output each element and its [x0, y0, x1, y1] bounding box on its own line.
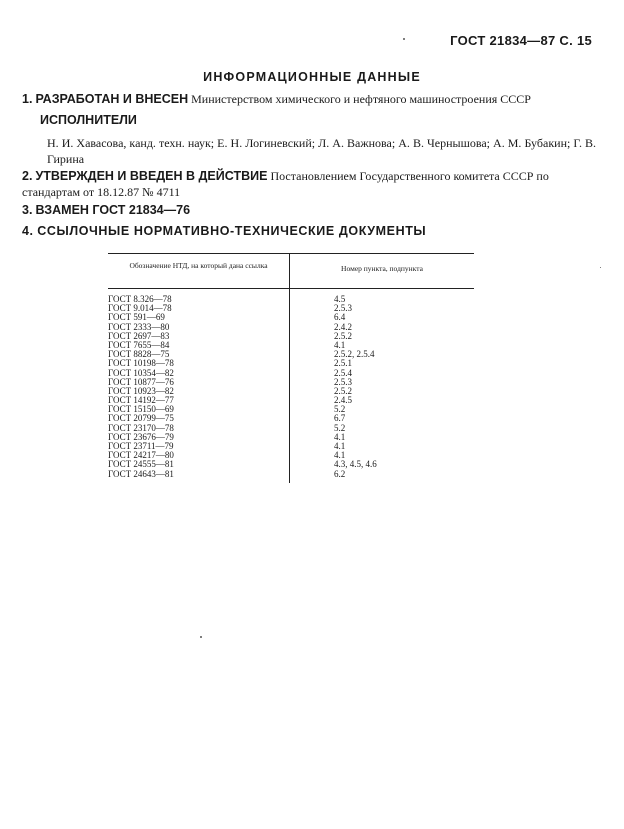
table-cell-doc: ГОСТ 10198—78 [108, 358, 174, 369]
table-cell-doc: ГОСТ 24643—81 [108, 468, 174, 479]
table-cell-doc: ГОСТ 2333—80 [108, 321, 170, 332]
document-title: ИНФОРМАЦИОННЫЕ ДАННЫЕ [203, 70, 421, 84]
section-2-heading: УТВЕРЖДЕН И ВВЕДЕН В ДЕЙСТВИЕ [35, 169, 268, 183]
table-cell-item: 4.3, 4.5, 4.6 [334, 459, 377, 470]
table-cell-doc: ГОСТ 20799—75 [108, 413, 174, 424]
table-cell-doc: ГОСТ 7655—84 [108, 339, 170, 350]
table-cell-item: 2.4.5 [334, 395, 352, 406]
section-1-number: 1. [22, 92, 33, 106]
table-cell-doc: ГОСТ 23711—79 [108, 441, 174, 451]
table-cell-doc: ГОСТ 9.014—78 [108, 303, 172, 314]
section-2-text: Постановлением Государственного комитета СССР по стандартам от 18.12.87 № 4711 [22, 169, 549, 199]
table-cell-doc: ГОСТ 2697—83 [108, 330, 170, 341]
section-4 [22, 223, 594, 239]
table-cell-doc: ГОСТ 24217—80 [108, 450, 174, 461]
table-cell-item: 4.1 [334, 339, 346, 350]
table-cell-doc: ГОСТ 23676—79 [108, 431, 174, 442]
table-body [108, 289, 474, 483]
table-cell-item: 5.2 [334, 404, 346, 415]
table-cell-doc: ГОСТ 8.326—78 [108, 294, 172, 304]
section-4-number: 4. [22, 224, 34, 238]
table-cell-doc: ГОСТ 591—69 [108, 312, 165, 323]
section-1-text: Министерством химического и нефтяного машиностроения СССР [191, 92, 531, 106]
scan-speck [403, 38, 405, 40]
table-cell-item: 2.5.4 [334, 367, 352, 378]
table-cell-item: 2.5.2, 2.5.4 [334, 349, 375, 360]
table-cell-doc: ГОСТ 23170—78 [108, 422, 174, 433]
table-cell-item: 6.7 [334, 413, 346, 424]
table-cell-doc: ГОСТ 24555—81 [108, 459, 174, 470]
section-2-number: 2. [22, 169, 33, 183]
table-cell-doc: ГОСТ 15150—69 [108, 404, 174, 415]
section-1 [22, 91, 594, 107]
scan-speck [200, 636, 202, 638]
table-header-doc: Обозначение НТД, на который дана ссылка [108, 254, 290, 288]
table-cell-item: 2.5.3 [334, 376, 352, 387]
table-cell-item: 4.1 [334, 441, 346, 451]
executors-heading: ИСПОЛНИТЕЛИ [40, 113, 137, 127]
table-cell-item: 2.5.2 [334, 385, 352, 396]
page-header: ГОСТ 21834—87 С. 15 [450, 33, 592, 48]
table-cell-item: 2.4.2 [334, 321, 352, 332]
reference-table [108, 253, 474, 483]
table-cell-item: 4.1 [334, 431, 346, 442]
section-3 [22, 202, 594, 218]
table-cell-item: 2.5.1 [334, 358, 352, 369]
scan-speck [600, 267, 601, 268]
table-cell-doc: ГОСТ 10923—82 [108, 385, 174, 396]
section-2 [22, 168, 594, 200]
table-header [108, 253, 474, 289]
section-4-heading: ССЫЛОЧНЫЕ НОРМАТИВНО-ТЕХНИЧЕСКИЕ ДОКУМЕНТЫ [37, 224, 427, 238]
table-cell-item: 2.5.3 [334, 303, 352, 314]
table-cell-item: 5.2 [334, 422, 346, 433]
table-cell-doc: ГОСТ 8828—75 [108, 349, 170, 360]
table-cell-doc: ГОСТ 10877—76 [108, 376, 174, 387]
section-3-heading: ВЗАМЕН ГОСТ 21834—76 [35, 203, 191, 217]
table-header-item: Номер пункта, подпункта [341, 264, 423, 273]
table-column-doc [108, 289, 290, 483]
table-cell-item: 6.2 [334, 468, 346, 479]
section-1-heading: РАЗРАБОТАН И ВНЕСЕН [35, 92, 189, 106]
table-cell-item: 4.1 [334, 450, 346, 461]
table-cell-item: 6.4 [334, 312, 346, 323]
table-cell-item: 4.5 [334, 294, 346, 304]
executors-list: Н. И. Хавасова, канд. техн. наук; Е. Н. Логиневский; Л. А. Важнова; А. В. Чернышова; А. М. Бубакин; Г. В. Гирина [47, 136, 596, 166]
table-cell-doc: ГОСТ 14192—77 [108, 395, 174, 406]
section-3-number: 3. [22, 203, 33, 217]
table-column-item [290, 289, 474, 483]
table-cell-item: 2.5.2 [334, 330, 352, 341]
table-cell-doc: ГОСТ 10354—82 [108, 367, 174, 378]
